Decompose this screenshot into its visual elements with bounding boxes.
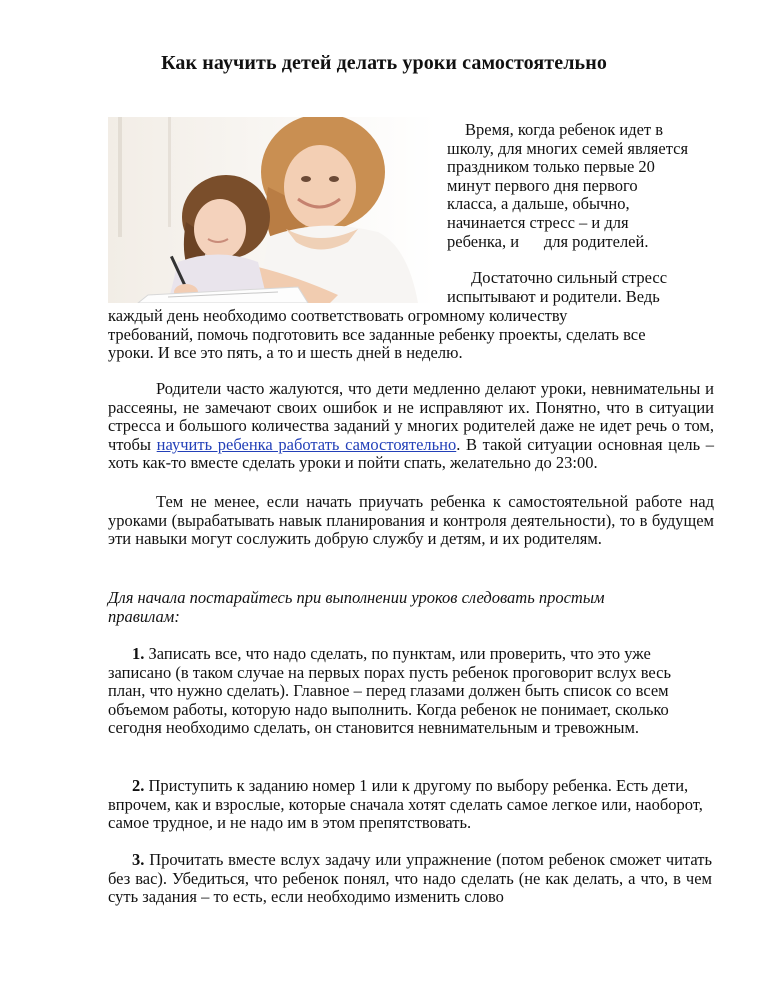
p3-text-after: . В такой ситуации основная цель – хоть как-то вместе сделать уроки и пойти спать, желательно до 23:00.: [108, 434, 714, 473]
intro-line: требований, помочь подготовить все заданные ребенку проекты, сделать все: [108, 324, 646, 344]
rule-text: Приступить к заданию номер 1 или к другому по выбору ребенка. Есть дети, впрочем, как и взрослые, которые сначала хотят сделать самое легкое или, наоборот, самое трудное, и не надо им в этом препятствовать.: [108, 776, 703, 833]
page-title: Как научить детей делать уроки самостоятельно: [161, 52, 607, 74]
intro-line: ребенка, и для родителей.: [447, 231, 649, 251]
intro-line: Достаточно сильный стресс: [471, 268, 668, 287]
homework-photo: [108, 117, 436, 303]
intro-paragraph-2-top: [447, 269, 747, 306]
rule-item: [108, 851, 712, 907]
intro-line: каждый день необходимо соответствовать огромному количеству: [108, 306, 568, 325]
intro-line: класса, а дальше, обычно,: [447, 194, 630, 214]
intro-line: начинается стресс – и для: [447, 212, 629, 232]
intro-line: школу, для многих семей является: [447, 138, 689, 158]
rules-intro: Для начала постарайтесь при выполнении уроков следовать простым правилам:: [108, 588, 605, 626]
intro-line: уроки. И все это пять, а то и шесть дней в неделю.: [108, 343, 463, 363]
intro-paragraph-2-rest: [108, 307, 708, 363]
p3-text-before: Родители часто жалуются, что дети медленно делают уроки, невнимательны и рассеяны, не замечают своих ошибок и не исправляют их. Понятно, что в ситуации стресса и большого количества заданий у многих родителей даже не идет речь о том, чтобы: [108, 379, 714, 454]
rule-text: Записать все, что надо сделать, по пунктам, или проверить, что это уже записано (в таком случае на первых порах пусть ребенок проговорит вслух весь план, что нужно сделать). Главное – перед глазами должен быть список со всем объемом работы, которую надо выполнить. Когда ребенок не понимает, сколько сегодня необходимо сделать, он становится невнимательным и тревожным.: [108, 644, 671, 738]
intro-line: Время, когда ребенок идет в: [465, 120, 664, 139]
rule-number: 2.: [132, 776, 145, 795]
body-paragraph-3: [108, 380, 714, 473]
intro-line: минут первого дня первого: [447, 175, 638, 195]
rule-item: [108, 777, 708, 833]
rule-number: 1.: [132, 644, 145, 663]
body-paragraph-4: Тем не менее, если начать приучать ребенка к самостоятельной работе над уроками (вырабатывать навык планирования и контроля деятельности), то в будущем эти навыки могут сослужить добрую службу и детям, и их родителям.: [108, 492, 714, 549]
photo-illustration: [108, 117, 436, 303]
rule-text: Прочитать вместе вслух задачу или упражнение (потом ребенок сможет читать без вас). Убедиться, что ребенок понял, что надо сделать (не как делать, а что, в чем суть задания – то есть, если необходимо изменить слово: [108, 850, 712, 907]
teach-independence-link[interactable]: научить ребенка работать самостоятельно: [156, 434, 457, 454]
rule-number: 3.: [132, 850, 145, 869]
intro-line: праздником только первые 20: [447, 157, 655, 177]
intro-paragraph-1: [447, 121, 747, 251]
rule-item: [108, 645, 708, 738]
intro-line: испытывают и родители. Ведь: [447, 286, 660, 306]
